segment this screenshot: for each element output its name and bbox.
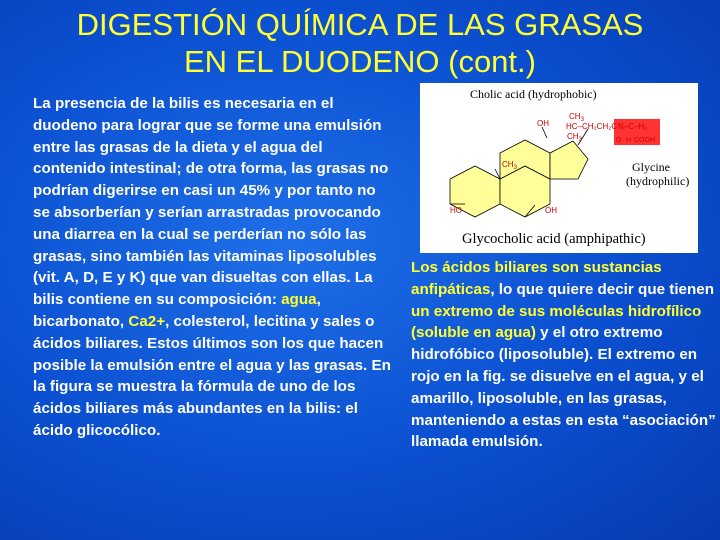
left-highlight-agua: agua xyxy=(281,291,317,309)
ho-label: HO xyxy=(450,206,462,215)
o-label: O xyxy=(616,137,622,144)
oh-top-label: OH xyxy=(537,119,549,128)
glycocholic-acid-figure xyxy=(420,83,698,253)
slide-title xyxy=(0,6,720,80)
ch3-mid-sub: 3 xyxy=(578,137,582,143)
right-paragraph xyxy=(411,257,717,453)
right-text-part1: Los ácidos biliares son sustancias anfipáticas xyxy=(411,259,662,298)
ch3-mid-label: CH xyxy=(567,132,579,141)
left-text-part3: , colesterol, lecitina y sales o ácidos biliares. xyxy=(33,312,375,352)
molecule-diagram xyxy=(420,83,698,253)
ch3-left-label: CH xyxy=(502,160,514,169)
h-label: H xyxy=(626,137,632,144)
right-text-part3: un extremo de sus moléculas hidrofílico (soluble en agua) xyxy=(411,302,702,342)
cholic-acid-label: Cholic acid (hydrophobic) xyxy=(470,87,597,101)
chain-label: HC–CH₂CH₂C xyxy=(566,122,618,131)
ch3-left-sub: 3 xyxy=(513,165,517,171)
left-paragraph xyxy=(33,93,395,442)
glycine-label: Glycine xyxy=(632,160,670,174)
title-line-2: EN EL DUODENO (cont.) xyxy=(184,44,536,79)
left-text-part2: , bicarbonato, xyxy=(33,291,321,330)
left-highlight-ca: Ca2+ xyxy=(128,312,166,330)
ch3-top-sub: 3 xyxy=(580,117,584,123)
right-text-part2: , lo que quiere decir que tienen xyxy=(490,280,714,298)
oh-bottom-label: OH xyxy=(545,206,557,215)
left-text-part4: Estos últimos son los que hacen posible la emulsión entre el agua y las grasas. En la figura se muestra la fórmula de uno de los ácidos biliares más abundantes en la bilis: el ácido glicocólico. xyxy=(33,334,391,439)
right-text-part4: y el otro extremo hidrofóbico (liposoluble). El extremo en rojo en la fig. se disuelve en el agua, y el amarillo, liposoluble, en las grasas, manteniendo a estas en esta “asociación” llamada emulsión. xyxy=(411,324,716,451)
left-text-part1: La presencia de la bilis es necesaria en el duodeno para lograr que se forme una emulsión entre las grasas de la dieta y el agua del contenido intestinal; de otra forma, las grasas no podrían digerirse en casi un 45% y por tanto no se absorberían y serían arrastradas provocando una diarrea en la cual se perderían no sólo las grasas, sino también las vitaminas liposolubles (vit. A, D, E y K) que van disueltas con ellas. La bilis contiene en su composición: xyxy=(33,95,389,309)
figure-caption: Glycocholic acid (amphipathic) xyxy=(462,231,646,247)
title-line-1: DIGESTIÓN QUÍMICA DE LAS GRASAS xyxy=(76,7,644,42)
svg-text:CH3 xyxy=(567,132,583,143)
chain2-label: N–C–H₂ xyxy=(618,122,648,131)
cooh-label: COOH xyxy=(634,137,655,144)
glycine-hydrophilic-label: (hydrophilic) xyxy=(626,174,690,188)
ch3-top-label: CH xyxy=(569,112,581,121)
